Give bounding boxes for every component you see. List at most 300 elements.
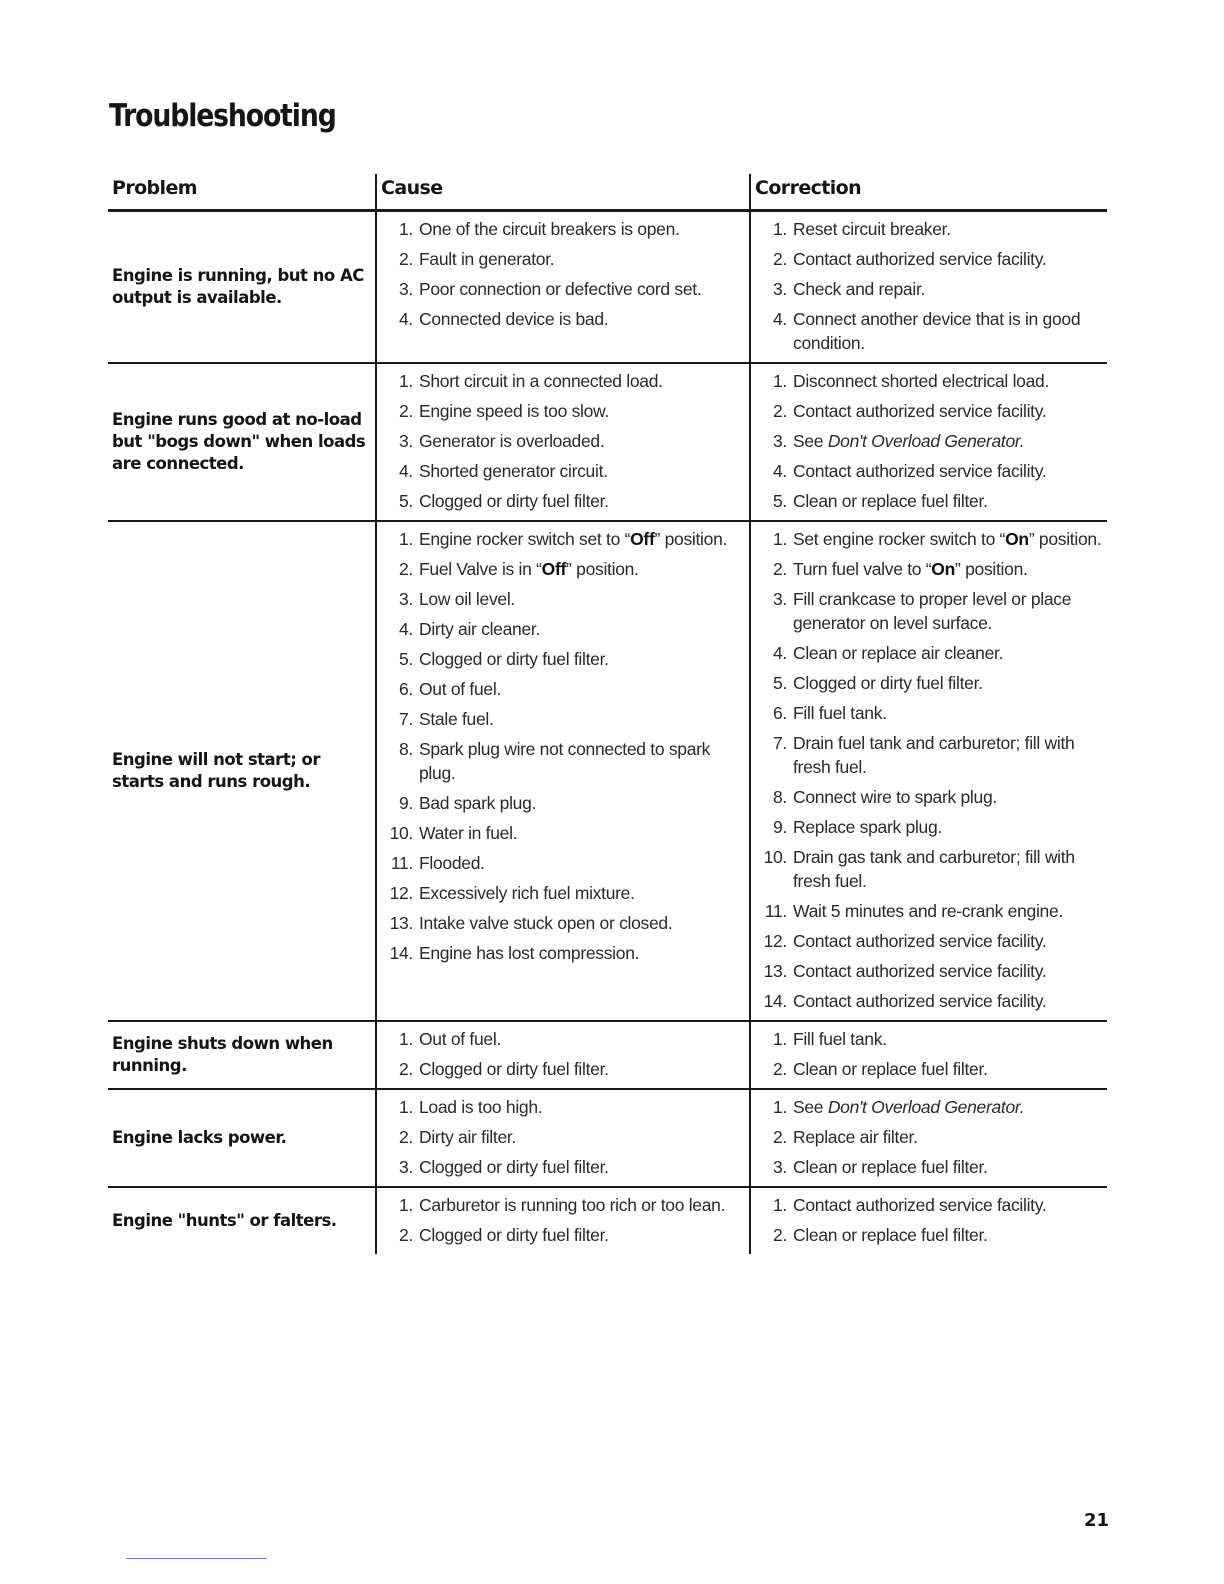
cause-text — [419, 707, 749, 731]
cause-cell — [375, 1188, 749, 1254]
correction-item — [751, 1054, 1107, 1084]
correction-item — [751, 1092, 1107, 1122]
cause-text — [419, 459, 749, 483]
item-number: 5. — [399, 649, 413, 669]
cause-post-text: position. — [664, 529, 728, 549]
item-number: 1. — [773, 1195, 787, 1215]
item-number: 2. — [773, 401, 787, 421]
cause-item — [377, 1092, 749, 1122]
item-number: 4. — [399, 619, 413, 639]
cause-item — [377, 1152, 749, 1182]
cause-item — [377, 554, 749, 584]
header-correction: Correction — [749, 174, 1107, 209]
correction-reference: Don't Overload Generator. — [827, 1097, 1025, 1117]
item-number: 3. — [399, 589, 413, 609]
cause-keyword: Off — [630, 529, 655, 549]
cause-text — [419, 1193, 749, 1217]
correction-main-text: Fill crankcase to proper level or place generator on level surface. — [793, 589, 1072, 633]
cause-text — [419, 911, 749, 935]
correction-item — [751, 728, 1107, 782]
correction-item — [751, 926, 1107, 956]
correction-text — [793, 929, 1107, 953]
correction-text — [793, 277, 1107, 301]
correction-cell — [749, 1090, 1107, 1186]
cause-text — [419, 881, 749, 905]
correction-main-text: Clean or replace fuel filter. — [793, 491, 988, 511]
correction-post-text: position. — [1038, 529, 1102, 549]
item-number: 1. — [773, 219, 787, 239]
cause-main-text: One of the circuit breakers is open. — [419, 219, 680, 239]
correction-main-text: See — [793, 1097, 824, 1117]
cause-text — [419, 851, 749, 875]
item-number: 1. — [399, 1195, 413, 1215]
cause-list — [377, 364, 749, 520]
item-number: 2. — [399, 1059, 413, 1079]
correction-main-text: Turn fuel valve to — [793, 559, 922, 579]
cause-main-text: Fault in generator. — [419, 249, 555, 269]
problem-text: Engine "hunts" or falters. — [112, 1211, 337, 1230]
cause-text — [419, 369, 749, 393]
correction-main-text: Contact authorized service facility. — [793, 931, 1047, 951]
correction-text — [793, 671, 1107, 695]
correction-text — [793, 815, 1107, 839]
correction-item — [751, 396, 1107, 426]
item-number: 4. — [773, 461, 787, 481]
cause-main-text: Shorted generator circuit. — [419, 461, 608, 481]
table-row — [108, 1188, 1107, 1254]
item-number: 2. — [773, 249, 787, 269]
correction-main-text: Fill fuel tank. — [793, 703, 887, 723]
correction-item — [751, 486, 1107, 516]
correction-text — [793, 1223, 1107, 1247]
cause-text — [419, 791, 749, 815]
cause-item — [377, 396, 749, 426]
correction-item — [751, 554, 1107, 584]
cause-text — [419, 307, 749, 331]
problem-cell — [108, 364, 375, 520]
correction-post-text: position. — [965, 559, 1028, 579]
correction-keyword: On — [1005, 529, 1029, 549]
cause-cell — [375, 364, 749, 520]
cause-text — [419, 1057, 749, 1081]
cause-text — [419, 1155, 749, 1179]
item-number: 8. — [773, 787, 787, 807]
cause-item — [377, 644, 749, 674]
item-number: 4. — [399, 309, 413, 329]
item-number: 4. — [399, 461, 413, 481]
cause-item — [377, 486, 749, 516]
item-number: 5. — [773, 673, 787, 693]
cause-text — [419, 1223, 749, 1247]
correction-text — [793, 369, 1107, 393]
correction-keyword: On — [931, 559, 955, 579]
cause-main-text: Load is too high. — [419, 1097, 543, 1117]
item-number: 3. — [773, 431, 787, 451]
correction-text — [793, 1095, 1107, 1119]
table-header — [108, 174, 1107, 212]
correction-text — [793, 489, 1107, 513]
cause-item — [377, 1054, 749, 1084]
cause-main-text: Bad spark plug. — [419, 793, 537, 813]
cause-item — [377, 674, 749, 704]
correction-item — [751, 524, 1107, 554]
item-number: 2. — [773, 1127, 787, 1147]
correction-text — [793, 959, 1107, 983]
cause-cell — [375, 522, 749, 1020]
cause-main-text: Clogged or dirty fuel filter. — [419, 1059, 609, 1079]
cause-text — [419, 489, 749, 513]
problem-cell — [108, 1090, 375, 1186]
correction-main-text: Clean or replace fuel filter. — [793, 1225, 988, 1245]
correction-item — [751, 812, 1107, 842]
cause-main-text: Spark plug wire not connected to spark plug. — [419, 739, 711, 783]
cause-text — [419, 217, 749, 241]
cause-text — [419, 277, 749, 301]
cause-main-text: Clogged or dirty fuel filter. — [419, 649, 609, 669]
cause-text — [419, 737, 749, 785]
cause-item — [377, 426, 749, 456]
item-number: 2. — [773, 559, 787, 579]
correction-item — [751, 426, 1107, 456]
item-number: 10. — [389, 823, 413, 843]
cause-list — [377, 1022, 749, 1088]
item-number: 2. — [399, 249, 413, 269]
item-number: 12. — [763, 931, 787, 951]
correction-item — [751, 1152, 1107, 1182]
item-number: 3. — [773, 279, 787, 299]
correction-list — [751, 364, 1107, 520]
correction-text — [793, 731, 1107, 779]
correction-item — [751, 584, 1107, 638]
item-number: 2. — [399, 1127, 413, 1147]
correction-item — [751, 698, 1107, 728]
correction-text — [793, 1155, 1107, 1179]
correction-item — [751, 366, 1107, 396]
item-number: 1. — [399, 529, 413, 549]
table-row — [108, 522, 1107, 1022]
cause-cell — [375, 1022, 749, 1088]
item-number: 1. — [773, 1029, 787, 1049]
correction-item — [751, 668, 1107, 698]
correction-cell — [749, 1022, 1107, 1088]
item-number: 13. — [389, 913, 413, 933]
cause-item — [377, 704, 749, 734]
item-number: 1. — [773, 1097, 787, 1117]
item-number: 4. — [773, 309, 787, 329]
cause-item — [377, 1122, 749, 1152]
cause-item — [377, 584, 749, 614]
item-number: 7. — [773, 733, 787, 753]
cause-list — [377, 1188, 749, 1254]
cause-text — [419, 1027, 749, 1051]
item-number: 14. — [763, 991, 787, 1011]
header-cause: Cause — [375, 174, 749, 209]
correction-main-text: Drain gas tank and carburetor; fill with fresh fuel. — [793, 847, 1075, 891]
cause-item — [377, 244, 749, 274]
cause-main-text: Intake valve stuck open or closed. — [419, 913, 673, 933]
correction-text: Turn fuel valve to “On” position. — [793, 559, 1028, 579]
correction-main-text: Replace air filter. — [793, 1127, 918, 1147]
cause-text: Fuel Valve is in “Off” position. — [419, 559, 639, 579]
cause-main-text: Dirty air filter. — [419, 1127, 516, 1147]
correction-text — [793, 641, 1107, 665]
correction-main-text: Clean or replace air cleaner. — [793, 643, 1004, 663]
cause-item — [377, 456, 749, 486]
item-number: 6. — [773, 703, 787, 723]
correction-text — [793, 1057, 1107, 1081]
cause-main-text: Excessively rich fuel mixture. — [419, 883, 635, 903]
item-number: 3. — [773, 1157, 787, 1177]
table-row — [108, 1022, 1107, 1090]
correction-main-text: Replace spark plug. — [793, 817, 942, 837]
item-number: 4. — [773, 643, 787, 663]
cause-item — [377, 274, 749, 304]
correction-item — [751, 274, 1107, 304]
item-number: 1. — [399, 219, 413, 239]
item-number: 14. — [389, 943, 413, 963]
cause-item — [377, 1024, 749, 1054]
correction-main-text: Contact authorized service facility. — [793, 249, 1047, 269]
correction-text — [793, 1027, 1107, 1051]
correction-item — [751, 842, 1107, 896]
cause-main-text: Generator is overloaded. — [419, 431, 605, 451]
problem-text: Engine will not start; or starts and runs rough. — [112, 750, 321, 791]
cause-main-text: Engine speed is too slow. — [419, 401, 609, 421]
correction-item — [751, 896, 1107, 926]
item-number: 10. — [763, 847, 787, 867]
cause-main-text: Clogged or dirty fuel filter. — [419, 1225, 609, 1245]
correction-cell — [749, 1188, 1107, 1254]
item-number: 2. — [773, 1059, 787, 1079]
correction-text — [793, 247, 1107, 271]
correction-text — [793, 1193, 1107, 1217]
correction-text — [793, 785, 1107, 809]
correction-text — [793, 845, 1107, 893]
item-number: 11. — [390, 853, 413, 873]
cause-item — [377, 878, 749, 908]
correction-main-text: Check and repair. — [793, 279, 926, 299]
correction-item — [751, 1122, 1107, 1152]
item-number: 1. — [773, 529, 787, 549]
cause-main-text: Engine has lost compression. — [419, 943, 640, 963]
cause-main-text: Out of fuel. — [419, 679, 502, 699]
item-number: 1. — [399, 371, 413, 391]
page-title: Troubleshooting — [109, 98, 336, 134]
correction-item — [751, 304, 1107, 358]
item-number: 2. — [399, 1225, 413, 1245]
table-row — [108, 1090, 1107, 1188]
cause-main-text: Water in fuel. — [419, 823, 518, 843]
cause-text — [419, 647, 749, 671]
cause-main-text: Clogged or dirty fuel filter. — [419, 491, 609, 511]
correction-text — [793, 307, 1107, 355]
cause-item — [377, 734, 749, 788]
cause-text — [419, 941, 749, 965]
correction-item — [751, 214, 1107, 244]
page-number: 21 — [1084, 1510, 1110, 1531]
cause-keyword: Off — [541, 559, 567, 579]
item-number: 1. — [399, 1097, 413, 1117]
table-body — [108, 212, 1107, 1254]
correction-item — [751, 956, 1107, 986]
problem-text: Engine runs good at no-load but "bogs down" when loads are connected. — [112, 410, 366, 473]
correction-text — [793, 459, 1107, 483]
correction-item — [751, 244, 1107, 274]
header-problem: Problem — [112, 177, 197, 199]
correction-text — [793, 701, 1107, 725]
item-number: 2. — [399, 401, 413, 421]
cause-item — [377, 848, 749, 878]
cause-item — [377, 1220, 749, 1250]
cause-list — [377, 1090, 749, 1186]
correction-reference: Don't Overload Generator. — [827, 431, 1025, 451]
correction-text — [793, 587, 1107, 635]
correction-item — [751, 1220, 1107, 1250]
correction-list — [751, 522, 1107, 1020]
cause-list — [377, 522, 749, 972]
item-number: 3. — [773, 589, 787, 609]
problem-cell — [108, 1188, 375, 1254]
cause-main-text: Engine rocker switch set to — [419, 529, 621, 549]
correction-main-text: Contact authorized service facility. — [793, 961, 1047, 981]
correction-item — [751, 986, 1107, 1016]
correction-text — [793, 989, 1107, 1013]
correction-main-text: Fill fuel tank. — [793, 1029, 887, 1049]
cause-cell — [375, 212, 749, 362]
cause-text — [419, 247, 749, 271]
cause-text — [419, 429, 749, 453]
correction-item — [751, 782, 1107, 812]
correction-cell — [749, 364, 1107, 520]
cause-text — [419, 1095, 749, 1119]
correction-main-text: Connect another device that is in good condition. — [793, 309, 1081, 353]
item-number: 1. — [399, 1029, 413, 1049]
correction-main-text: Contact authorized service facility. — [793, 401, 1047, 421]
correction-text — [793, 1125, 1107, 1149]
correction-list — [751, 1188, 1107, 1254]
item-number: 5. — [773, 491, 787, 511]
problem-cell — [108, 1022, 375, 1088]
cause-item — [377, 788, 749, 818]
item-number: 9. — [773, 817, 787, 837]
correction-cell — [749, 522, 1107, 1020]
problem-cell — [108, 522, 375, 1020]
problem-text: Engine lacks power. — [112, 1128, 287, 1147]
correction-text — [793, 399, 1107, 423]
correction-item — [751, 1190, 1107, 1220]
item-number: 12. — [389, 883, 413, 903]
cause-cell — [375, 1090, 749, 1186]
correction-main-text: Drain fuel tank and carburetor; fill with fresh fuel. — [793, 733, 1075, 777]
correction-text: Set engine rocker switch to “On” position. — [793, 529, 1102, 549]
cause-main-text: Clogged or dirty fuel filter. — [419, 1157, 609, 1177]
item-number: 7. — [399, 709, 413, 729]
item-number: 5. — [399, 491, 413, 511]
cause-list — [377, 212, 749, 338]
problem-text: Engine is running, but no AC output is available. — [112, 266, 364, 307]
cause-main-text: Flooded. — [419, 853, 485, 873]
correction-main-text: Contact authorized service facility. — [793, 991, 1047, 1011]
footer-rule — [126, 1558, 267, 1559]
correction-cell — [749, 212, 1107, 362]
cause-main-text: Low oil level. — [419, 589, 515, 609]
item-number: 2. — [399, 559, 413, 579]
correction-main-text: See — [793, 431, 824, 451]
item-number: 3. — [399, 431, 413, 451]
item-number: 11. — [764, 901, 787, 921]
correction-text — [793, 217, 1107, 241]
cause-text: Engine rocker switch set to “Off” position. — [419, 529, 728, 549]
correction-main-text: Clean or replace fuel filter. — [793, 1157, 988, 1177]
item-number: 13. — [763, 961, 787, 981]
item-number: 8. — [399, 739, 413, 759]
correction-list — [751, 212, 1107, 362]
cause-item — [377, 304, 749, 334]
cause-main-text: Poor connection or defective cord set. — [419, 279, 702, 299]
item-number: 3. — [399, 279, 413, 299]
cause-item — [377, 908, 749, 938]
cause-main-text: Connected device is bad. — [419, 309, 609, 329]
correction-main-text: Disconnect shorted electrical load. — [793, 371, 1050, 391]
correction-text — [793, 899, 1107, 923]
cause-post-text: position. — [576, 559, 639, 579]
cause-text — [419, 587, 749, 611]
correction-main-text: Contact authorized service facility. — [793, 1195, 1047, 1215]
cause-main-text: Stale fuel. — [419, 709, 494, 729]
cause-main-text: Out of fuel. — [419, 1029, 502, 1049]
cause-text — [419, 399, 749, 423]
cause-main-text: Dirty air cleaner. — [419, 619, 541, 639]
cause-main-text: Carburetor is running too rich or too lean. — [419, 1195, 726, 1215]
correction-item — [751, 638, 1107, 668]
table-row — [108, 212, 1107, 364]
cause-item — [377, 614, 749, 644]
problem-cell — [108, 212, 375, 362]
correction-main-text: Clogged or dirty fuel filter. — [793, 673, 983, 693]
correction-main-text: Wait 5 minutes and re-crank engine. — [793, 901, 1063, 921]
correction-main-text: Contact authorized service facility. — [793, 461, 1047, 481]
problem-text: Engine shuts down when running. — [112, 1034, 333, 1075]
correction-main-text: Set engine rocker switch to — [793, 529, 996, 549]
cause-main-text: Short circuit in a connected load. — [419, 371, 663, 391]
item-number: 9. — [399, 793, 413, 813]
correction-item — [751, 1024, 1107, 1054]
cause-main-text: Fuel Valve is in — [419, 559, 532, 579]
table-row — [108, 364, 1107, 522]
cause-item — [377, 366, 749, 396]
correction-list — [751, 1022, 1107, 1088]
correction-item — [751, 456, 1107, 486]
item-number: 2. — [773, 1225, 787, 1245]
cause-item — [377, 938, 749, 968]
cause-item — [377, 214, 749, 244]
correction-list — [751, 1090, 1107, 1186]
correction-main-text: Clean or replace fuel filter. — [793, 1059, 988, 1079]
cause-text — [419, 677, 749, 701]
cause-text — [419, 1125, 749, 1149]
troubleshooting-table — [108, 174, 1107, 1254]
cause-item — [377, 818, 749, 848]
item-number: 6. — [399, 679, 413, 699]
cause-text — [419, 617, 749, 641]
correction-main-text: Connect wire to spark plug. — [793, 787, 997, 807]
cause-item — [377, 1190, 749, 1220]
item-number: 3. — [399, 1157, 413, 1177]
cause-text — [419, 821, 749, 845]
correction-text — [793, 429, 1107, 453]
cause-item — [377, 524, 749, 554]
correction-main-text: Reset circuit breaker. — [793, 219, 951, 239]
